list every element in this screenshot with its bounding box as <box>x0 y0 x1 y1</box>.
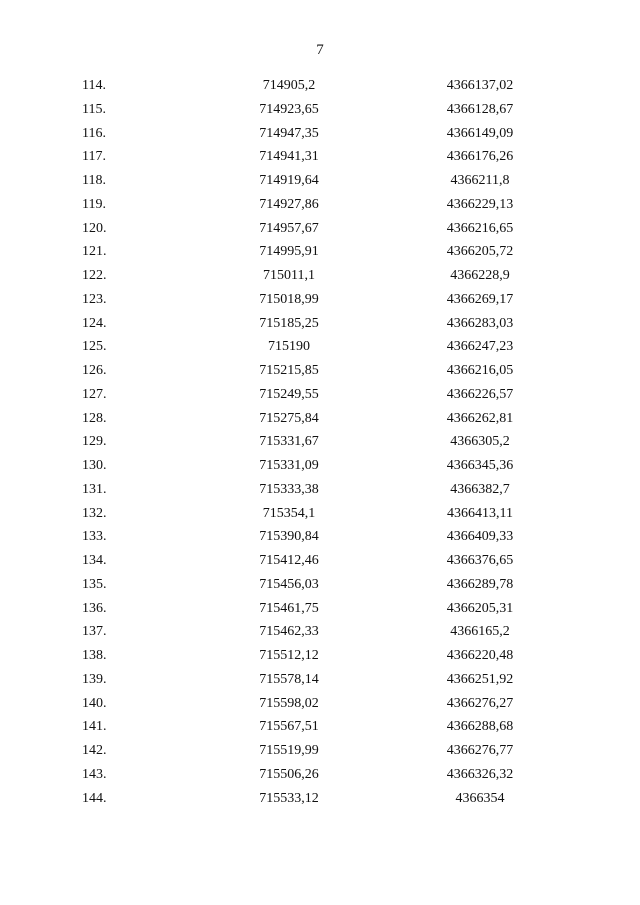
point-number: 122. <box>82 268 107 283</box>
table-row <box>82 573 542 597</box>
y-coordinate: 4366382,7 <box>450 481 510 497</box>
x-coordinate: 715215,85 <box>259 363 319 378</box>
y-coordinate: 4366211,8 <box>450 173 510 188</box>
table-row <box>82 407 542 431</box>
y-coordinate: 4366269,17 <box>446 291 514 307</box>
point-number: 142. <box>82 743 107 758</box>
y-coordinate: 4366305,2 <box>450 434 510 450</box>
y-coordinate: 4366205,31 <box>446 600 514 616</box>
table-row <box>82 98 542 122</box>
point-number: 127. <box>82 386 107 402</box>
table-row <box>82 668 542 692</box>
y-coordinate: 4366413,11 <box>447 505 513 521</box>
y-coordinate: 4366137,02 <box>446 78 514 93</box>
point-number: 120. <box>82 220 107 236</box>
x-coordinate: 714905,2 <box>262 78 316 93</box>
x-coordinate: 715567,51 <box>259 719 319 735</box>
point-number: 135. <box>82 576 107 592</box>
point-number: 128. <box>82 410 107 426</box>
point-number: 136. <box>82 600 107 616</box>
table-row <box>82 739 542 763</box>
point-number: 133. <box>82 529 107 545</box>
y-coordinate: 4366247,23 <box>446 339 514 355</box>
table-row <box>82 692 542 716</box>
y-coordinate: 4366289,78 <box>446 576 514 592</box>
x-coordinate: 714923,65 <box>259 101 319 117</box>
point-number: 131. <box>82 481 107 497</box>
x-coordinate: 714957,67 <box>259 220 319 236</box>
point-number: 124. <box>82 315 107 331</box>
x-coordinate: 715390,84 <box>259 529 319 545</box>
table-row <box>82 312 542 336</box>
table-row <box>82 715 542 739</box>
point-number: 129. <box>82 434 107 450</box>
y-coordinate: 4366226,57 <box>446 386 514 402</box>
table-row <box>82 74 542 98</box>
table-row <box>82 502 542 526</box>
x-coordinate: 715249,55 <box>259 386 319 402</box>
x-coordinate: 715512,12 <box>259 648 319 663</box>
x-coordinate: 715412,46 <box>259 553 319 568</box>
point-number: 115. <box>82 101 106 117</box>
table-row <box>82 217 542 241</box>
y-coordinate: 4366176,26 <box>446 149 514 165</box>
x-coordinate: 715185,25 <box>259 315 319 331</box>
x-coordinate: 715331,09 <box>259 458 319 473</box>
table-row <box>82 454 542 478</box>
point-number: 117. <box>82 149 106 165</box>
x-coordinate: 715519,99 <box>259 743 319 758</box>
point-number: 140. <box>82 695 107 711</box>
point-number: 139. <box>82 671 107 687</box>
x-coordinate: 715456,03 <box>259 576 319 592</box>
x-coordinate: 715011,1 <box>263 268 315 283</box>
table-row <box>82 597 542 621</box>
table-row <box>82 549 542 573</box>
y-coordinate: 4366220,48 <box>446 648 514 663</box>
table-row <box>82 787 542 811</box>
x-coordinate: 715190 <box>268 339 310 355</box>
point-number: 116. <box>82 125 106 141</box>
x-coordinate: 715462,33 <box>259 624 319 640</box>
table-row <box>82 763 542 787</box>
point-number: 138. <box>82 648 107 663</box>
point-number: 123. <box>82 291 107 307</box>
point-number: 134. <box>82 553 107 568</box>
y-coordinate: 4366229,13 <box>446 196 514 212</box>
point-number: 143. <box>82 766 107 782</box>
y-coordinate: 4366288,68 <box>446 719 514 735</box>
table-row <box>82 525 542 549</box>
point-number: 130. <box>82 458 107 473</box>
point-number: 118. <box>82 173 106 188</box>
x-coordinate: 714927,86 <box>259 196 319 212</box>
y-coordinate: 4366251,92 <box>446 671 514 687</box>
x-coordinate: 715533,12 <box>259 790 319 806</box>
x-coordinate: 715461,75 <box>259 600 319 616</box>
table-row <box>82 169 542 193</box>
x-coordinate: 714947,35 <box>259 125 319 141</box>
table-row <box>82 240 542 264</box>
table-row <box>82 644 542 668</box>
table-row <box>82 335 542 359</box>
point-number: 121. <box>82 244 107 260</box>
x-coordinate: 715333,38 <box>259 481 319 497</box>
x-coordinate: 715506,26 <box>259 766 319 782</box>
table-row <box>82 359 542 383</box>
x-coordinate: 715018,99 <box>259 291 319 307</box>
y-coordinate: 4366376,65 <box>446 553 514 568</box>
point-number: 141. <box>82 719 107 735</box>
table-row <box>82 478 542 502</box>
point-number: 126. <box>82 363 107 378</box>
y-coordinate: 4366149,09 <box>446 125 514 141</box>
y-coordinate: 4366326,32 <box>446 766 514 782</box>
point-number: 144. <box>82 790 107 806</box>
y-coordinate: 4366128,67 <box>446 101 514 117</box>
x-coordinate: 715578,14 <box>259 671 319 687</box>
coordinates-table <box>82 74 542 810</box>
y-coordinate: 4366216,05 <box>446 363 514 378</box>
y-coordinate: 4366216,65 <box>446 220 514 236</box>
table-row <box>82 193 542 217</box>
x-coordinate: 715354,1 <box>262 505 316 521</box>
x-coordinate: 715331,67 <box>259 434 319 450</box>
point-number: 132. <box>82 505 107 521</box>
y-coordinate: 4366262,81 <box>446 410 514 426</box>
table-row <box>82 288 542 312</box>
table-row <box>82 620 542 644</box>
table-row <box>82 430 542 454</box>
x-coordinate: 715275,84 <box>259 410 319 426</box>
x-coordinate: 714995,91 <box>259 244 319 260</box>
y-coordinate: 4366283,03 <box>446 315 514 331</box>
y-coordinate: 4366165,2 <box>450 624 510 640</box>
point-number: 137. <box>82 624 107 640</box>
point-number: 114. <box>82 78 106 93</box>
table-row <box>82 145 542 169</box>
y-coordinate: 4366205,72 <box>446 244 514 260</box>
page-number: 7 <box>316 42 324 58</box>
point-number: 125. <box>82 339 107 355</box>
y-coordinate: 4366354 <box>455 790 505 806</box>
table-row <box>82 264 542 288</box>
table-row <box>82 122 542 146</box>
x-coordinate: 714941,31 <box>259 149 319 165</box>
y-coordinate: 4366345,36 <box>446 458 514 473</box>
x-coordinate: 715598,02 <box>259 695 319 711</box>
point-number: 119. <box>82 196 106 212</box>
y-coordinate: 4366228,9 <box>450 268 510 283</box>
y-coordinate: 4366409,33 <box>446 529 514 545</box>
y-coordinate: 4366276,27 <box>446 695 514 711</box>
x-coordinate: 714919,64 <box>259 173 319 188</box>
y-coordinate: 4366276,77 <box>446 743 514 758</box>
table-row <box>82 383 542 407</box>
